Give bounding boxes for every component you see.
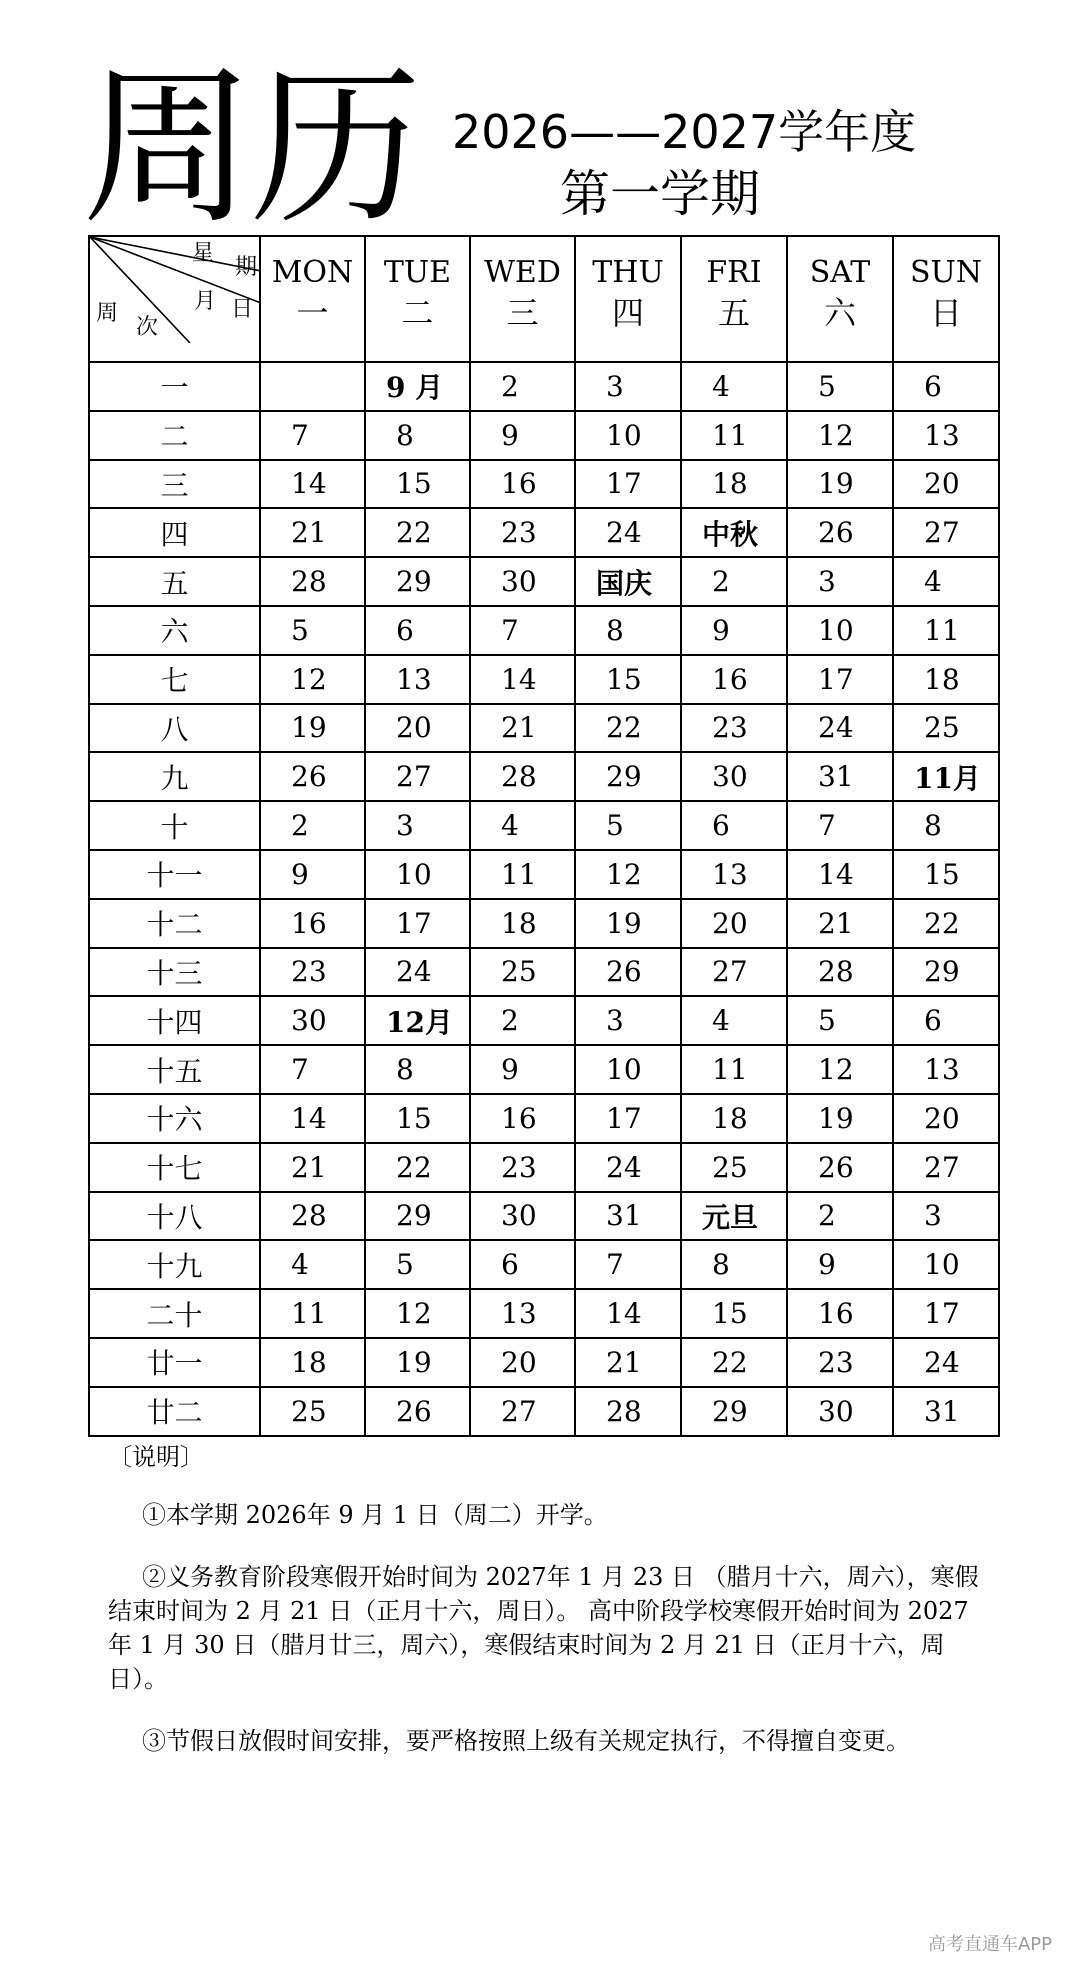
special-date-cell: 中秋 xyxy=(681,508,787,557)
week-number-cell: 三 xyxy=(89,460,260,509)
corner-label-ci: 次 xyxy=(136,315,159,340)
date-cell: 12 xyxy=(787,411,893,460)
week-row xyxy=(89,1240,999,1289)
date-cell: 15 xyxy=(681,1289,787,1338)
date-cell: 16 xyxy=(681,655,787,704)
date-cell: 7 xyxy=(787,801,893,850)
week-row xyxy=(89,1045,999,1094)
week-number-cell: 四 xyxy=(89,508,260,557)
date-cell: 6 xyxy=(681,801,787,850)
date-cell: 27 xyxy=(365,752,470,801)
date-cell: 3 xyxy=(787,557,893,606)
date-cell: 13 xyxy=(681,850,787,899)
date-cell: 7 xyxy=(575,1240,681,1289)
date-cell: 11 xyxy=(260,1289,365,1338)
date-cell: 24 xyxy=(365,948,470,997)
date-cell: 3 xyxy=(365,801,470,850)
date-cell: 9 xyxy=(470,411,575,460)
week-row xyxy=(89,1338,999,1387)
date-cell: 17 xyxy=(787,655,893,704)
date-cell: 27 xyxy=(681,948,787,997)
watermark: 高考直通车APP xyxy=(927,1934,1052,1955)
week-number-cell: 廿二 xyxy=(89,1387,260,1436)
date-cell: 2 xyxy=(260,801,365,850)
date-cell: 6 xyxy=(470,1240,575,1289)
date-cell: 10 xyxy=(787,606,893,655)
special-date-cell: 元旦 xyxy=(681,1192,787,1241)
day-cn-label: 五 xyxy=(717,294,750,332)
date-cell: 20 xyxy=(681,899,787,948)
date-cell: 24 xyxy=(575,508,681,557)
date-cell: 31 xyxy=(893,1387,999,1436)
date-cell: 11 xyxy=(893,606,999,655)
date-cell xyxy=(260,362,365,411)
week-number-cell: 十二 xyxy=(89,899,260,948)
special-date-cell: 12月 xyxy=(365,996,470,1045)
day-cn-label: 三 xyxy=(506,294,539,332)
date-cell: 2 xyxy=(681,557,787,606)
date-cell: 28 xyxy=(787,948,893,997)
calendar-body xyxy=(89,362,999,1436)
date-cell: 19 xyxy=(365,1338,470,1387)
date-cell: 27 xyxy=(893,508,999,557)
date-cell: 27 xyxy=(470,1387,575,1436)
date-cell: 26 xyxy=(575,948,681,997)
week-row xyxy=(89,362,999,411)
date-cell: 18 xyxy=(470,899,575,948)
date-cell: 21 xyxy=(260,1143,365,1192)
date-cell: 31 xyxy=(787,752,893,801)
weekly-calendar-table xyxy=(88,235,1000,1437)
date-cell: 4 xyxy=(470,801,575,850)
date-cell: 15 xyxy=(575,655,681,704)
week-number-cell: 十三 xyxy=(89,948,260,997)
week-row xyxy=(89,996,999,1045)
week-number-cell: 十 xyxy=(89,801,260,850)
date-cell: 30 xyxy=(260,996,365,1045)
date-cell: 11 xyxy=(681,411,787,460)
date-cell: 8 xyxy=(681,1240,787,1289)
week-row xyxy=(89,1143,999,1192)
note-item-1: ①本学期 2026年 9 月 1 日（周二）开学。 xyxy=(142,1501,608,1529)
date-cell: 10 xyxy=(893,1240,999,1289)
date-cell: 25 xyxy=(470,948,575,997)
day-header-thu xyxy=(575,236,681,362)
date-cell: 3 xyxy=(893,1192,999,1241)
corner-label-xing: 星 xyxy=(192,241,215,266)
corner-label-yue: 月 xyxy=(194,289,217,314)
date-cell: 23 xyxy=(260,948,365,997)
date-cell: 20 xyxy=(470,1338,575,1387)
date-cell: 14 xyxy=(260,460,365,509)
page-title: 周历 xyxy=(82,47,418,248)
week-number-cell: 七 xyxy=(89,655,260,704)
day-header-wed xyxy=(470,236,575,362)
week-number-cell: 十八 xyxy=(89,1192,260,1241)
day-cn-label: 四 xyxy=(611,294,644,332)
date-cell: 2 xyxy=(787,1192,893,1241)
week-row xyxy=(89,948,999,997)
date-cell: 18 xyxy=(893,655,999,704)
date-cell: 4 xyxy=(681,362,787,411)
day-cn-label: 一 xyxy=(296,294,329,332)
date-cell: 12 xyxy=(365,1289,470,1338)
date-cell: 29 xyxy=(365,557,470,606)
week-number-cell: 二 xyxy=(89,411,260,460)
date-cell: 29 xyxy=(575,752,681,801)
date-cell: 4 xyxy=(893,557,999,606)
week-row xyxy=(89,1094,999,1143)
note-item-2: ②义务教育阶段寒假开始时间为 2027年 1 月 23 日 （腊月十六，周六），寒假结束时间为 2 月 21 日（正月十六，周日）。 高中阶段学校寒假开始时间为 2027年 1 月 30 日（腊月廿三，周六），寒假结束时间为 2 月 21 日（正月十六，周日）。 xyxy=(108,1563,979,1693)
date-cell: 28 xyxy=(260,557,365,606)
week-row xyxy=(89,655,999,704)
date-cell: 20 xyxy=(365,704,470,753)
week-number-cell: 十七 xyxy=(89,1143,260,1192)
special-date-cell: 国庆 xyxy=(575,557,681,606)
week-row xyxy=(89,557,999,606)
date-cell: 25 xyxy=(681,1143,787,1192)
date-cell: 19 xyxy=(787,460,893,509)
date-cell: 29 xyxy=(681,1387,787,1436)
date-cell: 25 xyxy=(893,704,999,753)
date-cell: 24 xyxy=(787,704,893,753)
date-cell: 12 xyxy=(260,655,365,704)
week-row xyxy=(89,411,999,460)
week-number-cell: 十九 xyxy=(89,1240,260,1289)
day-en-label: MON xyxy=(271,255,354,290)
date-cell: 7 xyxy=(470,606,575,655)
week-number-cell: 一 xyxy=(89,362,260,411)
date-cell: 5 xyxy=(575,801,681,850)
date-cell: 25 xyxy=(260,1387,365,1436)
date-cell: 19 xyxy=(575,899,681,948)
date-cell: 14 xyxy=(470,655,575,704)
week-number-cell: 廿一 xyxy=(89,1338,260,1387)
date-cell: 18 xyxy=(681,1094,787,1143)
date-cell: 26 xyxy=(260,752,365,801)
term-title: 第一学期 xyxy=(560,165,760,223)
date-cell: 21 xyxy=(260,508,365,557)
date-cell: 22 xyxy=(575,704,681,753)
corner-header-cell xyxy=(89,236,260,362)
week-number-cell: 十五 xyxy=(89,1045,260,1094)
week-number-cell: 十六 xyxy=(89,1094,260,1143)
date-cell: 24 xyxy=(575,1143,681,1192)
day-en-label: SAT xyxy=(809,255,871,290)
date-cell: 18 xyxy=(681,460,787,509)
header-row xyxy=(89,236,999,362)
week-row xyxy=(89,704,999,753)
date-cell: 30 xyxy=(787,1387,893,1436)
date-cell: 3 xyxy=(575,362,681,411)
date-cell: 24 xyxy=(893,1338,999,1387)
day-header-sat xyxy=(787,236,893,362)
academic-year-title: 2026——2027学年度 xyxy=(452,105,917,159)
date-cell: 9 xyxy=(681,606,787,655)
date-cell: 13 xyxy=(893,411,999,460)
week-row xyxy=(89,606,999,655)
date-cell: 8 xyxy=(365,1045,470,1094)
date-cell: 17 xyxy=(893,1289,999,1338)
week-row xyxy=(89,1192,999,1241)
date-cell: 22 xyxy=(365,508,470,557)
date-cell: 17 xyxy=(365,899,470,948)
date-cell: 19 xyxy=(260,704,365,753)
date-cell: 9 xyxy=(260,850,365,899)
date-cell: 8 xyxy=(893,801,999,850)
notes-section xyxy=(108,1440,988,1786)
day-en-label: THU xyxy=(592,255,664,290)
date-cell: 26 xyxy=(365,1387,470,1436)
week-row xyxy=(89,1289,999,1338)
date-cell: 9 xyxy=(787,1240,893,1289)
week-row xyxy=(89,752,999,801)
date-cell: 2 xyxy=(470,362,575,411)
day-header-fri xyxy=(681,236,787,362)
date-cell: 9 xyxy=(470,1045,575,1094)
date-cell: 26 xyxy=(787,508,893,557)
date-cell: 23 xyxy=(787,1338,893,1387)
week-row xyxy=(89,508,999,557)
date-cell: 22 xyxy=(681,1338,787,1387)
date-cell: 29 xyxy=(893,948,999,997)
day-en-label: SUN xyxy=(909,255,983,290)
date-cell: 26 xyxy=(787,1143,893,1192)
date-cell: 23 xyxy=(470,508,575,557)
week-row xyxy=(89,460,999,509)
date-cell: 28 xyxy=(470,752,575,801)
date-cell: 23 xyxy=(681,704,787,753)
date-cell: 22 xyxy=(365,1143,470,1192)
date-cell: 15 xyxy=(365,460,470,509)
date-cell: 28 xyxy=(260,1192,365,1241)
date-cell: 30 xyxy=(470,1192,575,1241)
date-cell: 28 xyxy=(575,1387,681,1436)
date-cell: 17 xyxy=(575,460,681,509)
date-cell: 13 xyxy=(470,1289,575,1338)
date-cell: 29 xyxy=(365,1192,470,1241)
date-cell: 5 xyxy=(787,362,893,411)
date-cell: 6 xyxy=(893,996,999,1045)
date-cell: 6 xyxy=(893,362,999,411)
date-cell: 19 xyxy=(787,1094,893,1143)
date-cell: 31 xyxy=(575,1192,681,1241)
date-cell: 21 xyxy=(575,1338,681,1387)
corner-label-qi: 期 xyxy=(235,255,258,280)
day-header-sun xyxy=(893,236,999,362)
date-cell: 30 xyxy=(681,752,787,801)
day-cn-label: 六 xyxy=(823,294,856,332)
date-cell: 20 xyxy=(893,460,999,509)
note-item-3: ③节假日放假时间安排，要严格按照上级有关规定执行，不得擅自变更。 xyxy=(142,1727,910,1755)
date-cell: 11 xyxy=(470,850,575,899)
date-cell: 15 xyxy=(365,1094,470,1143)
date-cell: 21 xyxy=(787,899,893,948)
date-cell: 12 xyxy=(787,1045,893,1094)
day-header-tue xyxy=(365,236,470,362)
date-cell: 20 xyxy=(893,1094,999,1143)
date-cell: 3 xyxy=(575,996,681,1045)
week-row xyxy=(89,1387,999,1436)
date-cell: 13 xyxy=(893,1045,999,1094)
date-cell: 5 xyxy=(787,996,893,1045)
date-cell: 6 xyxy=(365,606,470,655)
date-cell: 10 xyxy=(365,850,470,899)
date-cell: 23 xyxy=(470,1143,575,1192)
date-cell: 16 xyxy=(470,460,575,509)
date-cell: 10 xyxy=(575,1045,681,1094)
date-cell: 2 xyxy=(470,996,575,1045)
date-cell: 30 xyxy=(470,557,575,606)
day-en-label: FRI xyxy=(706,255,762,290)
week-number-cell: 八 xyxy=(89,704,260,753)
date-cell: 5 xyxy=(260,606,365,655)
notes-heading: 〔说明〕 xyxy=(108,1443,204,1471)
date-cell: 16 xyxy=(260,899,365,948)
date-cell: 13 xyxy=(365,655,470,704)
date-cell: 16 xyxy=(470,1094,575,1143)
date-cell: 22 xyxy=(893,899,999,948)
date-cell: 10 xyxy=(575,411,681,460)
date-cell: 8 xyxy=(575,606,681,655)
corner-label-ri: 日 xyxy=(231,297,254,322)
week-number-cell: 九 xyxy=(89,752,260,801)
date-cell: 21 xyxy=(470,704,575,753)
date-cell: 7 xyxy=(260,411,365,460)
corner-label-zhou: 周 xyxy=(96,301,119,326)
date-cell: 4 xyxy=(260,1240,365,1289)
date-cell: 15 xyxy=(893,850,999,899)
day-en-label: WED xyxy=(484,255,561,290)
week-number-cell: 六 xyxy=(89,606,260,655)
day-header-mon xyxy=(260,236,365,362)
day-en-label: TUE xyxy=(383,255,452,290)
date-cell: 4 xyxy=(681,996,787,1045)
special-date-cell: 9 月 xyxy=(365,362,470,411)
date-cell: 14 xyxy=(575,1289,681,1338)
week-number-cell: 五 xyxy=(89,557,260,606)
date-cell: 14 xyxy=(787,850,893,899)
date-cell: 27 xyxy=(893,1143,999,1192)
week-number-cell: 十一 xyxy=(89,850,260,899)
date-cell: 16 xyxy=(787,1289,893,1338)
week-row xyxy=(89,899,999,948)
week-number-cell: 二十 xyxy=(89,1289,260,1338)
special-date-cell: 11月 xyxy=(893,752,999,801)
date-cell: 14 xyxy=(260,1094,365,1143)
week-number-cell: 十四 xyxy=(89,996,260,1045)
date-cell: 11 xyxy=(681,1045,787,1094)
day-cn-label: 日 xyxy=(929,294,962,332)
date-cell: 18 xyxy=(260,1338,365,1387)
date-cell: 12 xyxy=(575,850,681,899)
corner-diagonal-lines xyxy=(90,237,261,343)
date-cell: 7 xyxy=(260,1045,365,1094)
date-cell: 17 xyxy=(575,1094,681,1143)
week-row xyxy=(89,801,999,850)
week-row xyxy=(89,850,999,899)
day-cn-label: 二 xyxy=(401,294,434,332)
date-cell: 8 xyxy=(365,411,470,460)
date-cell: 5 xyxy=(365,1240,470,1289)
